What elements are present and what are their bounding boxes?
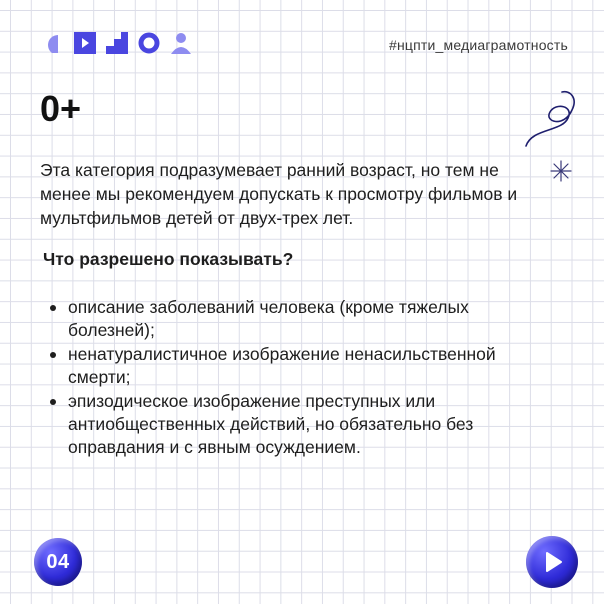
play-icon [539,549,565,575]
page-number-badge [34,538,82,586]
age-rating-title: 0+ [40,88,82,129]
person-icon [170,32,192,54]
page-number: 04 [46,550,70,573]
sparkle-decoration-icon [550,160,572,182]
bullet-icon [50,399,56,405]
allowed-content-list [40,296,560,460]
list-item-text: описание заболеваний человека (кроме тяжелых болезней); [68,297,469,340]
squiggle-decoration-icon [522,88,578,152]
half-circle-icon [40,33,64,53]
list-item-text: эпизодическое изображение преступных или антиобщественных действий, но обязательно без оправдания и с явным осуждением. [68,391,474,457]
stairs-icon [106,32,128,54]
list-item-text: ненатуралистичное изображение ненасильственной смерти; [68,344,496,387]
play-square-icon [74,32,96,54]
next-slide-button[interactable] [526,536,578,588]
bullet-icon [50,305,56,311]
list-item [40,343,560,389]
brand-logo [40,32,192,54]
bullet-icon [50,352,56,358]
list-item [40,296,560,342]
intro-paragraph: Эта категория подразумевает ранний возраст, но тем не менее мы рекомендуем допускать к просмотру фильмов и мультфильмов детей от двух-трех лет. [40,160,518,228]
ring-icon [138,32,160,54]
hashtag-label: #нцпти_медиаграмотность [388,37,568,53]
list-item [40,390,560,459]
section-heading: Что разрешено показывать? [43,249,294,269]
